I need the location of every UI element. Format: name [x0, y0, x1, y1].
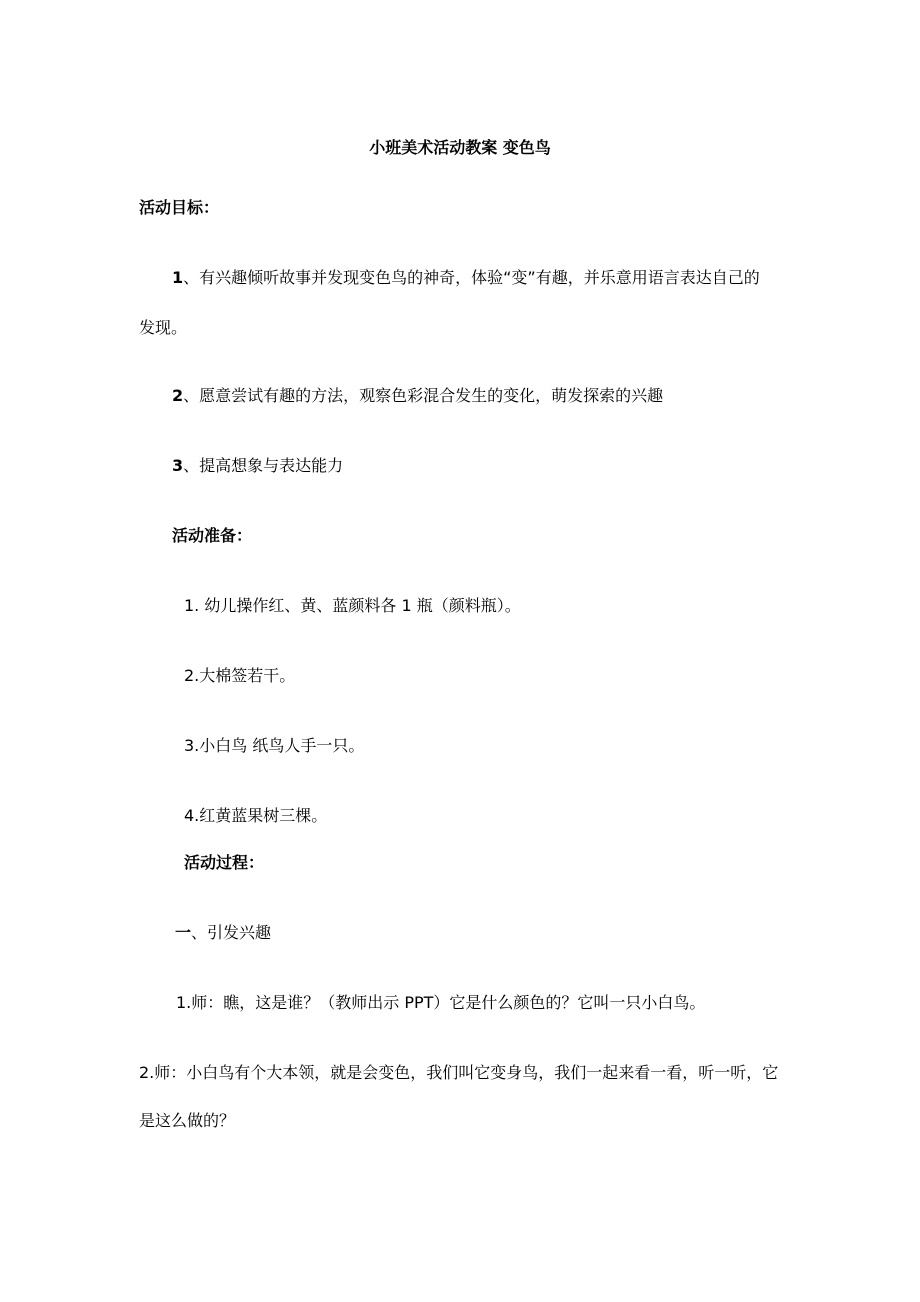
- goal-3-number: 3: [172, 456, 184, 475]
- goal-2-text: 、愿意尝试有趣的方法，观察色彩混合发生的变化，萌发探索的兴趣: [183, 386, 664, 405]
- goal-2: [172, 385, 663, 407]
- prep-item-3: 3.小白鸟 纸鸟人手一只。: [184, 736, 365, 755]
- prep-item-1: 1. 幼儿操作红、黄、蓝颜料各 1 瓶（颜料瓶）。: [184, 596, 521, 615]
- section-1-heading: [175, 922, 271, 944]
- goal-2-number: 2: [172, 386, 184, 405]
- prep-item-4: 4.红黄蓝果树三棵。: [184, 806, 328, 825]
- goal-3: [172, 455, 343, 477]
- goal-1-line-1: [172, 267, 760, 289]
- goal-1-number: 1: [172, 268, 184, 287]
- step-1: 1.师：瞧，这是谁？（教师出示 PPT）它是什么颜色的？它叫一只小白鸟。: [176, 993, 706, 1012]
- prep-item-2: 2.大棉签若干。: [184, 666, 296, 685]
- step-2-line-2: 是这么做的？: [139, 1111, 236, 1130]
- goal-3-text: 、提高想象与表达能力: [183, 456, 344, 475]
- process-heading: 活动过程：: [184, 853, 265, 872]
- prep-heading: 活动准备：: [172, 526, 253, 545]
- page-title: 小班美术活动教案 变色鸟: [369, 138, 551, 157]
- goal-1-text: 、有兴趣倾听故事并发现变色鸟的神奇，体验“变”有趣，并乐意用语言表达自己的: [183, 268, 760, 287]
- section-1-number: 一: [175, 923, 192, 942]
- goal-1-line-2: 发现。: [139, 318, 188, 337]
- goals-heading: 活动目标：: [139, 198, 220, 217]
- step-2-line-1: 2.师：小白鸟有个大本领，就是会变色，我们叫它变身鸟，我们一起来看一看，听一听，它: [139, 1063, 779, 1082]
- section-1-text: 、引发兴趣: [191, 923, 272, 942]
